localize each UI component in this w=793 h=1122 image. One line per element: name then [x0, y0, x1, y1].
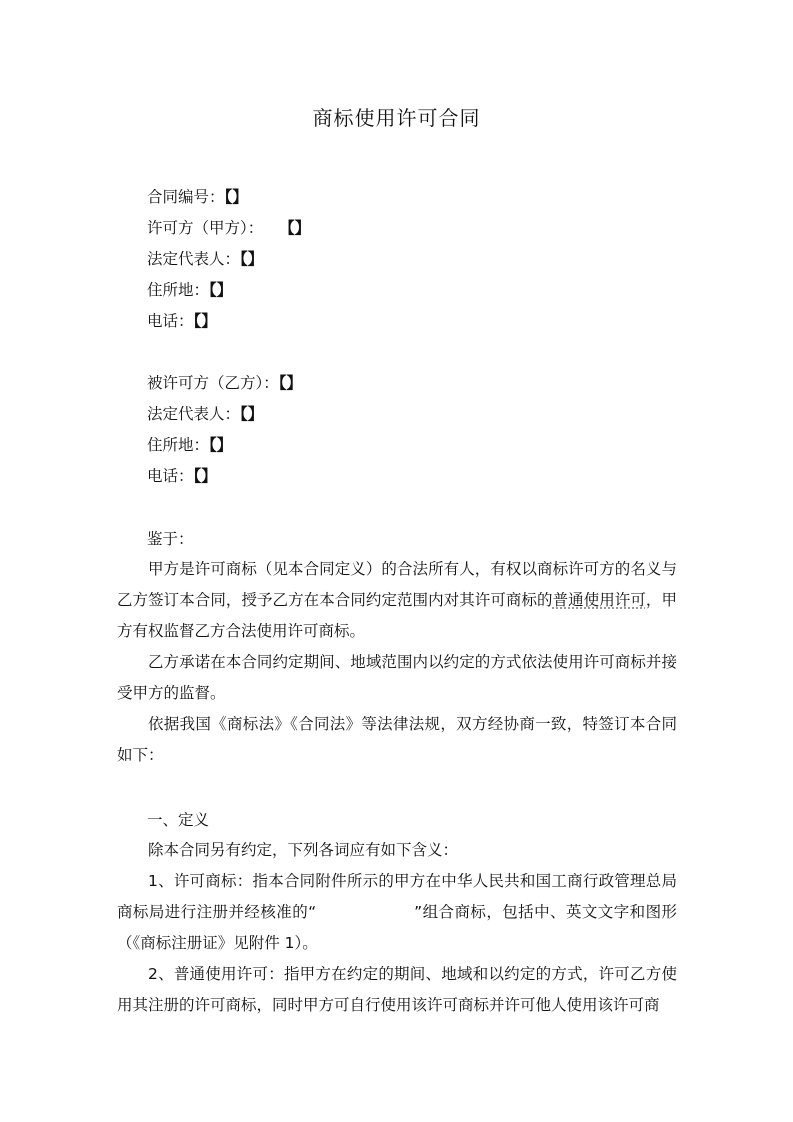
- licensee-phone-label: 电话：: [147, 467, 194, 485]
- licensor-address-blank: 【】: [209, 281, 233, 299]
- licensee-address-label: 住所地：: [147, 436, 210, 454]
- licensor-label: 许可方（甲方）：: [147, 219, 264, 237]
- licensee-phone-line: [147, 466, 217, 486]
- contract-number-label: 合同编号：: [147, 188, 225, 206]
- licensor-rep-blank: 【】: [240, 250, 264, 268]
- licensee-address-blank: 【】: [209, 436, 233, 454]
- licensor-rep-label: 法定代表人：: [147, 250, 241, 268]
- licensee-phone-blank: 【】: [193, 467, 217, 485]
- licensor-line: [147, 218, 310, 238]
- definition-2: 2、普通使用许可：指甲方在约定的期间、地域和以约定的方式，许可乙方使用其注册的许可商标，同时甲方可自行使用该许可商标并许可他人使用该许可商: [117, 965, 677, 1014]
- whereas-heading: 鉴于：: [147, 530, 194, 548]
- contract-number-blank: 【】: [224, 188, 248, 206]
- licensor-rep-line: [147, 249, 263, 269]
- licensee-blank: 【】: [278, 374, 303, 392]
- recital-paragraph-2: 乙方承诺在本合同约定期间、地域范围内以约定的方式依法使用许可商标并接受甲方的监督。: [117, 653, 677, 702]
- licensee-label: 被许可方（乙方）：: [147, 374, 279, 392]
- contract-number-line: [147, 187, 248, 207]
- recital-paragraph-3: 依据我国《商标法》《合同法》等法律法规，双方经协商一致，特签订本合同如下：: [117, 715, 677, 764]
- definition-1: [117, 866, 677, 959]
- section-1-title: 一、定义: [147, 811, 210, 829]
- definition-1-text-b: ”组合商标，包括中、英文文字和图形（《商标注册证》见附件 1）。: [117, 903, 678, 952]
- section-1-intro: 除本合同另有约定，下列各词应有如下含义：: [148, 841, 459, 859]
- licensor-address-line: [147, 280, 232, 300]
- licensor-phone-line: [147, 311, 217, 331]
- licensee-line: [147, 373, 302, 393]
- licensee-address-line: [147, 435, 232, 455]
- document-title: 商标使用许可合同: [312, 106, 481, 130]
- recital-1-highlight: 普通使用许可: [552, 591, 646, 609]
- licensee-rep-label: 法定代表人：: [147, 405, 241, 423]
- licensor-phone-label: 电话：: [147, 312, 194, 330]
- definition-1-text-a: 1、许可商标：指本合同附件所示的甲方在中华人民共和国工商行政管理总局商标局进行注册并经核准的“: [117, 872, 677, 921]
- licensor-phone-blank: 【】: [193, 312, 217, 330]
- licensor-blank: 【】: [279, 219, 311, 237]
- recital-1-text-c: ，甲方有权监督乙方合法使用许可商标。: [117, 591, 677, 640]
- recital-paragraph-1: [117, 554, 677, 647]
- licensee-rep-blank: 【】: [240, 405, 264, 423]
- recital-1-text-a: 甲方是许可商标（见本合同定义）的合法所有人，有权以商标许可方的名义与乙方签订本合同，授予乙方在本合同约定范围内对其许可商标的: [117, 560, 677, 609]
- licensee-rep-line: [147, 404, 263, 424]
- licensor-address-label: 住所地：: [147, 281, 210, 299]
